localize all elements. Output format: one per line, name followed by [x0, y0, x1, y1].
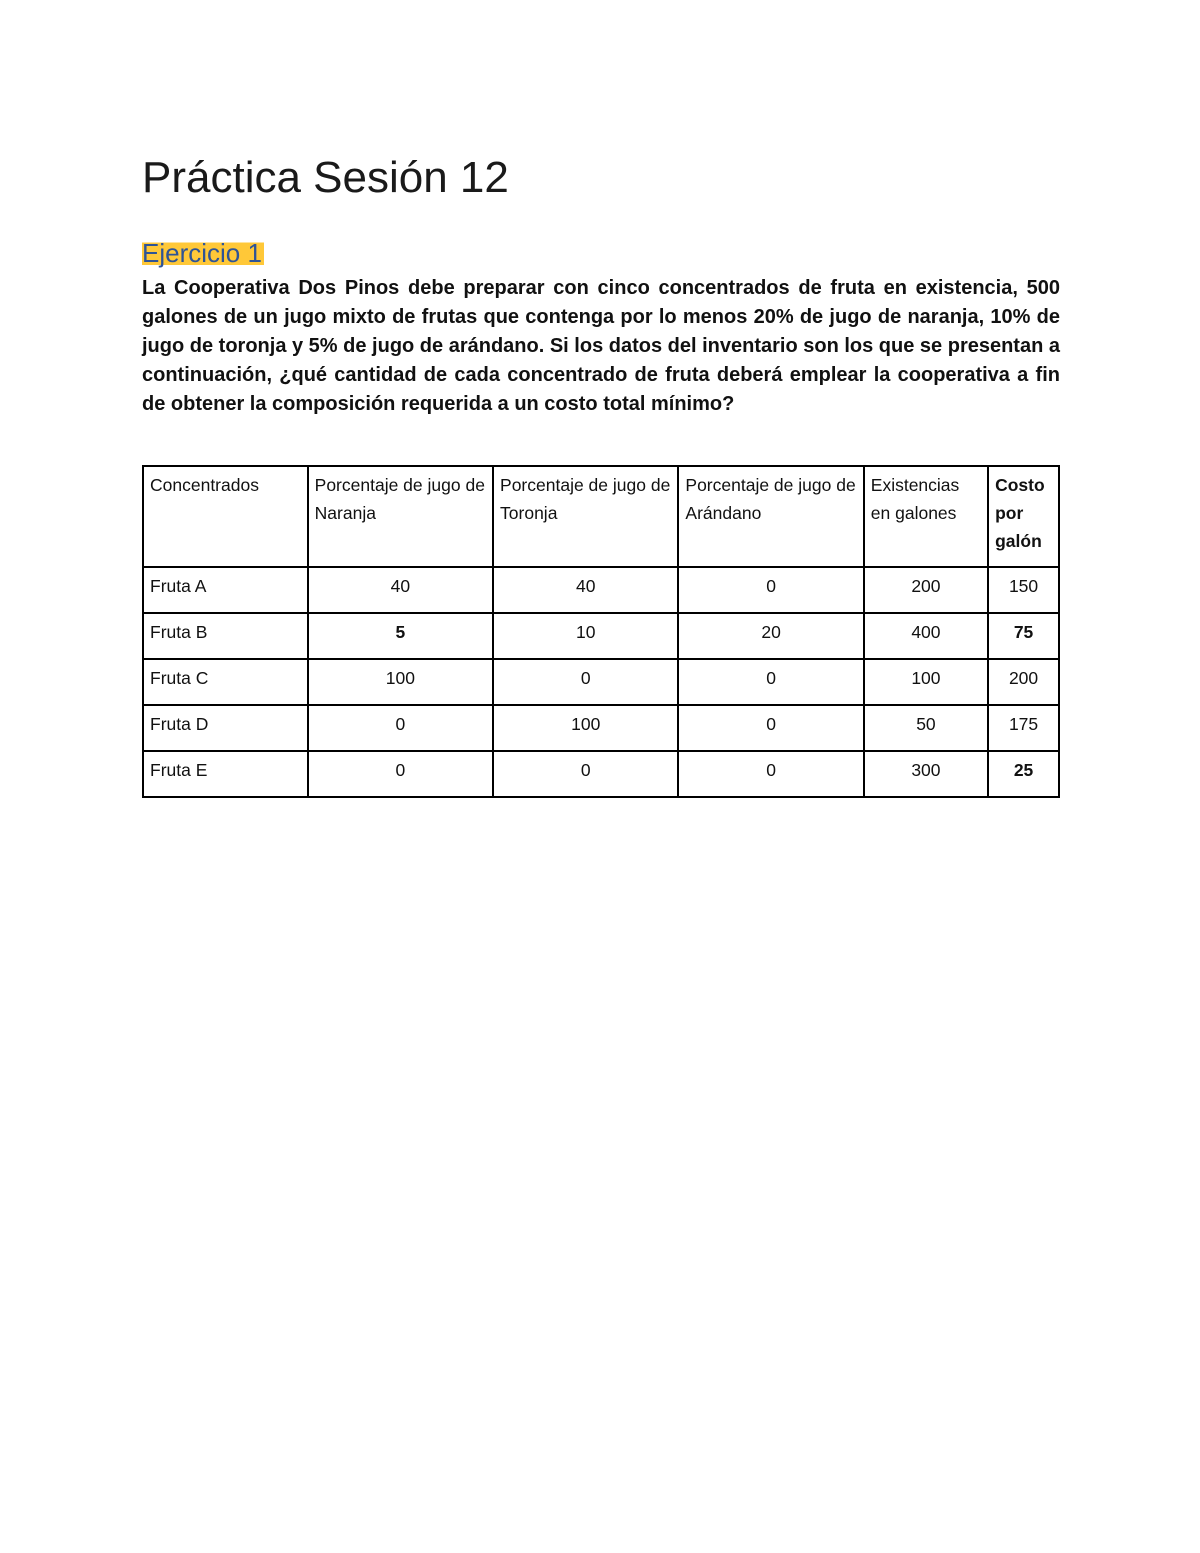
- table-header-row: [143, 466, 1059, 567]
- cell-arandano: 0: [678, 705, 863, 751]
- problem-statement: La Cooperativa Dos Pinos debe preparar con cinco concentrados de fruta en existencia, 500 galones de un jugo mixto de frutas que contenga por lo menos 20% de jugo de naranja, 10% de jugo de toronja y 5% de jugo de arándano. Si los datos del inventario son los que se presentan a continuación, ¿qué cantidad de cada concentrado de fruta deberá emplear la cooperativa a fin de obtener la composición requerida a un costo total mínimo?: [142, 277, 1060, 415]
- cell-existencias: 300: [864, 751, 988, 797]
- table-row: [143, 751, 1059, 797]
- cell-costo: 75: [988, 613, 1059, 659]
- cell-toronja: 0: [493, 751, 678, 797]
- row-label: Fruta B: [143, 613, 308, 659]
- cell-arandano: 0: [678, 567, 863, 613]
- table-row: [143, 613, 1059, 659]
- cell-costo: 25: [988, 751, 1059, 797]
- cell-naranja: 0: [308, 705, 493, 751]
- inventory-table: [142, 465, 1060, 798]
- cell-naranja: 40: [308, 567, 493, 613]
- cell-arandano: 0: [678, 659, 863, 705]
- cell-costo: 175: [988, 705, 1059, 751]
- cell-toronja: 10: [493, 613, 678, 659]
- cell-toronja: 0: [493, 659, 678, 705]
- page-title: Práctica Sesión 12: [142, 153, 509, 202]
- cell-existencias: 100: [864, 659, 988, 705]
- header-costo: Costo por galón: [988, 466, 1059, 567]
- cell-arandano: 0: [678, 751, 863, 797]
- cell-existencias: 200: [864, 567, 988, 613]
- cell-toronja: 100: [493, 705, 678, 751]
- cell-arandano: 20: [678, 613, 863, 659]
- header-toronja: Porcentaje de jugo de Toronja: [493, 466, 678, 567]
- header-arandano: Porcentaje de jugo de Arándano: [678, 466, 863, 567]
- cell-toronja: 40: [493, 567, 678, 613]
- table-row: [143, 705, 1059, 751]
- header-existencias: Existencias en galones: [864, 466, 988, 567]
- table-row: [143, 659, 1059, 705]
- row-label: Fruta A: [143, 567, 308, 613]
- row-label: Fruta C: [143, 659, 308, 705]
- document-page: [142, 150, 1060, 798]
- cell-costo: 150: [988, 567, 1059, 613]
- cell-existencias: 50: [864, 705, 988, 751]
- header-naranja: Porcentaje de jugo de Naranja: [308, 466, 493, 567]
- cell-naranja: 100: [308, 659, 493, 705]
- cell-costo: 200: [988, 659, 1059, 705]
- row-label: Fruta E: [143, 751, 308, 797]
- section-heading-wrap: [142, 236, 1060, 270]
- cell-existencias: 400: [864, 613, 988, 659]
- cell-naranja: 0: [308, 751, 493, 797]
- row-label: Fruta D: [143, 705, 308, 751]
- section-heading: Ejercicio 1: [142, 238, 262, 268]
- table-row: [143, 567, 1059, 613]
- cell-naranja: 5: [308, 613, 493, 659]
- header-concentrados: Concentrados: [143, 466, 308, 567]
